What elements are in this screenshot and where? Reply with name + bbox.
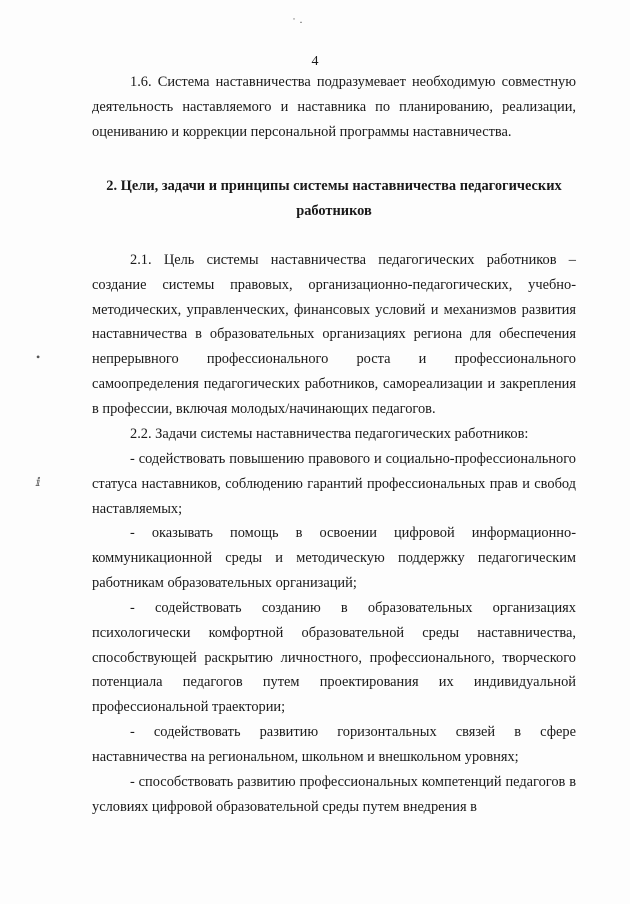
paragraph-2-1: 2.1. Цель системы наставничества педагогических работников – создание системы правовых, организационно-педагогических, учебно-методических, управленческих, финансовых условий и механизмов развития наставничества в образовательных организациях региона для обеспечения непрерывного профессионального роста и профессионального самоопределения педагогических работников, самореализации и закрепления в профессии, включая молодых/начинающих педагогов.	[92, 252, 576, 417]
task-item: - содействовать повышению правового и социально-профессионального статуса наставников, соблюдению гарантий профессиональных прав и свобод наставляемых;	[92, 451, 576, 517]
scan-speck: ˙ ·	[292, 15, 303, 29]
section-2-heading: 2. Цели, задачи и принципы системы наставничества педагогических работников	[106, 178, 562, 219]
page-number: 4	[311, 54, 319, 69]
paragraph-1-6: 1.6. Система наставничества подразумевает необходимую совместную деятельность наставляемого и наставника по планированию, реализации, оцениванию и коррекции персональной программы наставничества.	[92, 74, 576, 140]
paragraph-2-2: 2.2. Задачи системы наставничества педагогических работников:	[130, 426, 529, 442]
scan-speck: ⅈ	[36, 475, 41, 489]
task-item: - способствовать развитию профессиональных компетенций педагогов в условиях цифровой образовательной среды путем внедрения в	[92, 774, 576, 815]
task-item: - содействовать созданию в образовательных организациях психологически комфортной образовательной среды наставничества, способствующей раскрытию личностного, профессионального, творческого потенциала педагогов путем проектирования их индивидуальной профессиональной траектории;	[92, 600, 576, 716]
task-item: - оказывать помощь в освоении цифровой информационно-коммуникационной среды и методическую поддержку педагогическим работникам образовательных организаций;	[92, 525, 576, 591]
scan-speck: •	[36, 350, 41, 364]
task-item: - содействовать развитию горизонтальных связей в сфере наставничества на региональном, школьном и внешкольном уровнях;	[92, 724, 576, 765]
